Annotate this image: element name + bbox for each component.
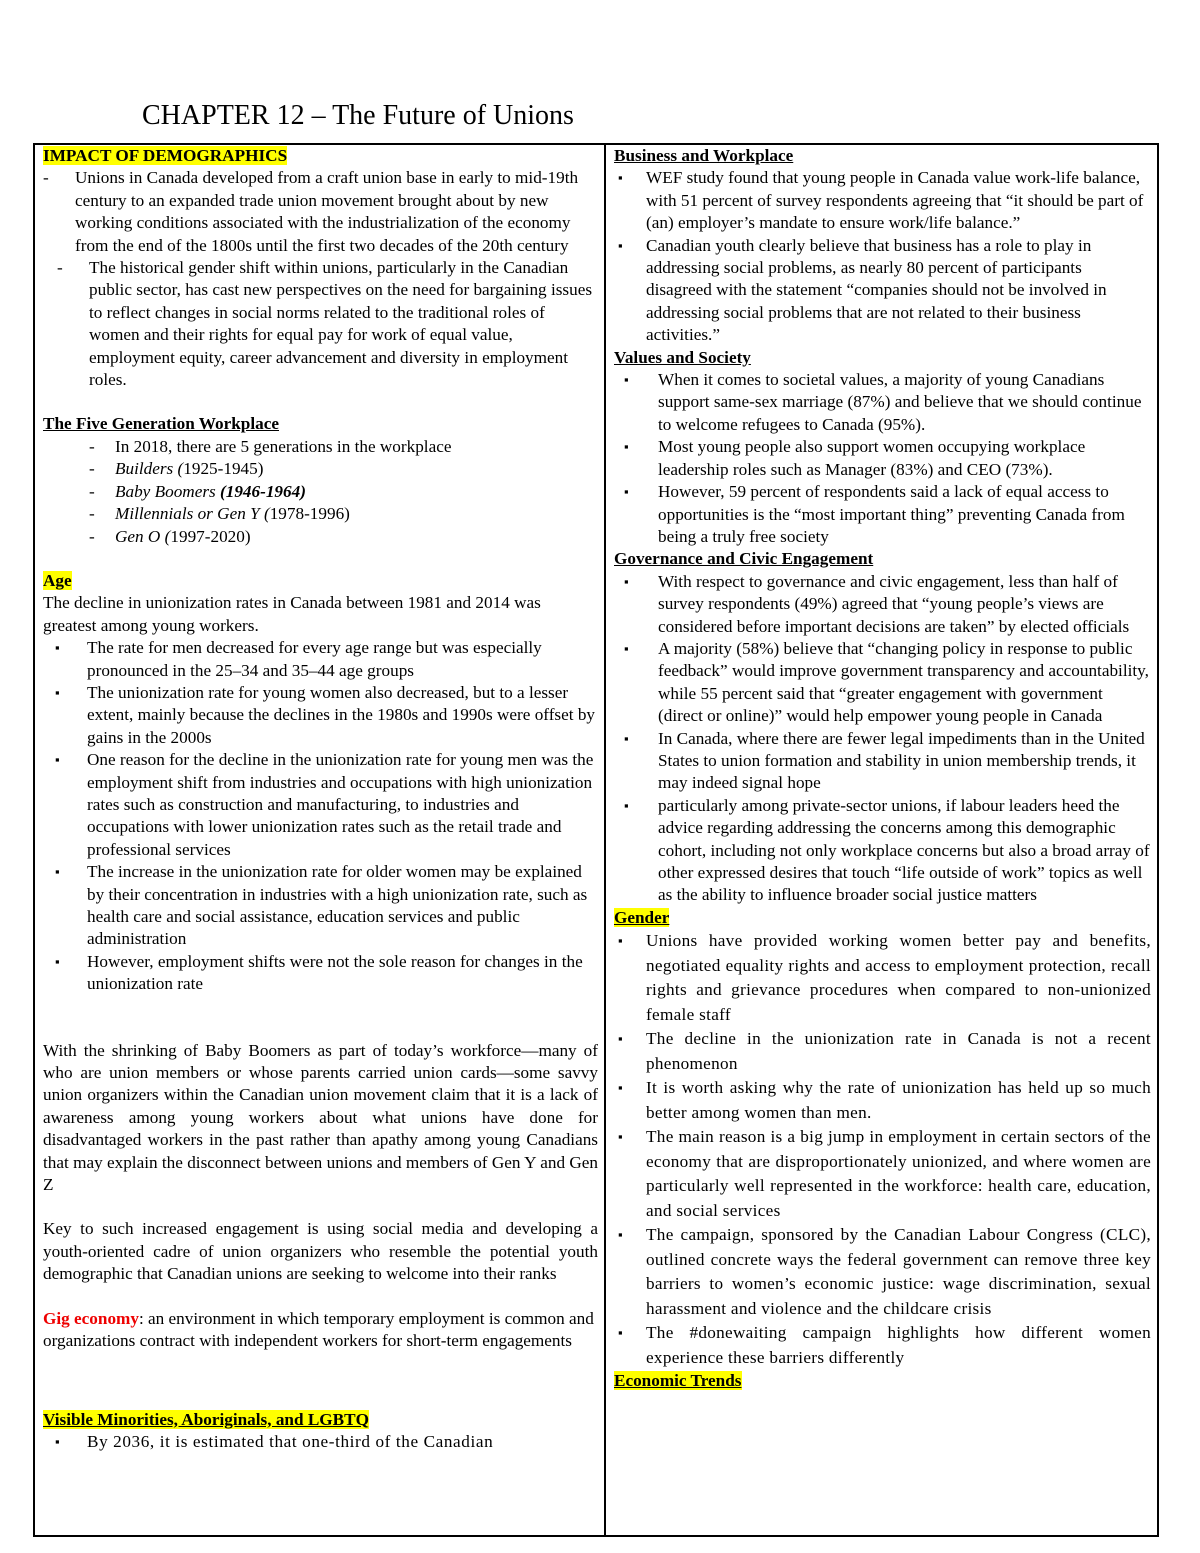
list-item: ▪ Unions have provided working women better pay and benefits, negotiated equality rights and access to employment protection, recall rights and grievance procedures when compared to non-unionized female staff xyxy=(614,929,1151,1027)
paragraph-engagement: Key to such increased engagement is using social media and developing a youth-oriented cadre of union organizers who resemble the potential youth demographic that Canadian unions are seeking to welcome into their ranks xyxy=(43,1219,598,1284)
demographics-list xyxy=(43,167,598,257)
list-item: ▪ With respect to governance and civic engagement, less than half of survey respondents (49%) agreed that “young people’s views are considered before important decisions are taken” by elected officials xyxy=(614,571,1151,638)
notes-table xyxy=(33,143,1159,1537)
list-item: ▪ The decline in the unionization rate in Canada is not a recent phenomenon xyxy=(614,1027,1151,1076)
list-item: ▪ WEF study found that young people in Canada value work-life balance, with 51 percent of survey respondents agreeing that “it should be part of (an) employer’s mandate to ensure work/life balance.” xyxy=(614,167,1151,234)
list-item: ▪ Most young people also support women occupying workplace leadership roles such as Manager (83%) and CEO (73%). xyxy=(614,436,1151,481)
list-item: - In 2018, there are 5 generations in the workplace xyxy=(43,436,598,458)
values-list xyxy=(614,369,1151,548)
five-gen-heading: The Five Generation Workplace xyxy=(43,414,279,434)
list-item: - The historical gender shift within unions, particularly in the Canadian public sector, has cast new perspectives on the need for bargaining issues to reflect changes in social norms related to the traditional roles of women and their rights for equal pay for work of equal value, employment equity, career advancement and diversity in employment roles. xyxy=(43,257,598,391)
list-item: - Gen O (1997-2020) xyxy=(43,526,598,548)
age-list xyxy=(43,637,598,996)
list-item: ▪ One reason for the decline in the unionization rate for young men was the employment shift from industries and occupations with high unionization rates such as construction and manufacturing, to industries and occupations with lower unionization rates such as the retail trade and professional services xyxy=(43,749,598,861)
business-list xyxy=(614,167,1151,346)
gig-economy-term: Gig economy xyxy=(43,1308,139,1328)
values-heading: Values and Society xyxy=(614,347,751,367)
governance-list xyxy=(614,571,1151,907)
list-item: ▪ However, employment shifts were not the sole reason for changes in the unionization rate xyxy=(43,951,598,996)
list-item: ▪ The increase in the unionization rate for older women may be explained by their concentration in industries with a high unionization rate, such as health care and social assistance, education services and public administration xyxy=(43,861,598,951)
list-item: - Builders (1925-1945) xyxy=(43,458,598,480)
list-item: - Unions in Canada developed from a craft union base in early to mid-19th century to an expanded trade union movement brought about by new working conditions associated with the industrialization of the economy from the end of the 1800s until the first two decades of the 20th century xyxy=(43,167,598,257)
page-title: CHAPTER 12 – The Future of Unions xyxy=(142,100,574,131)
economic-trends-heading: Economic Trends xyxy=(614,1371,742,1391)
list-item: ▪ The #donewaiting campaign highlights how different women experience these barriers differently xyxy=(614,1321,1151,1370)
gender-heading: Gender xyxy=(614,907,670,927)
business-heading: Business and Workplace xyxy=(614,146,794,165)
list-item: ▪ Canadian youth clearly believe that business has a role to play in addressing social problems, as nearly 80 percent of participants disagreed with the statement “companies should not be involved in addressing social problems that are not related to their business activities.” xyxy=(614,235,1151,347)
list-item: ▪ In Canada, where there are fewer legal impediments than in the United States to union formation and stability in union membership trends, it may indeed signal hope xyxy=(614,728,1151,795)
gender-list xyxy=(614,929,1151,1370)
minorities-list xyxy=(43,1431,598,1453)
list-item: ▪ It is worth asking why the rate of unionization has held up so much better among women than men. xyxy=(614,1076,1151,1125)
list-item: ▪ particularly among private-sector unions, if labour leaders heed the advice regarding addressing the concerns among this demographic cohort, including not only workplace concerns but also a broad array of other expressed desires that touch “life outside of work” topics as well as the ability to influence broader social justice matters xyxy=(614,795,1151,907)
paragraph-baby-boomers: With the shrinking of Baby Boomers as part of today’s workforce—many of who are union members or whose parents carried union cards—some savvy union organizers within the Canadian union movement claim that it is a lack of awareness among young workers about what unions have done for disadvantaged workers in the past rather than apathy among young Canadians that may explain the disconnect between unions and members of Gen Y and Gen Z xyxy=(43,1040,598,1195)
minorities-heading: Visible Minorities, Aboriginals, and LGBTQ xyxy=(43,1409,369,1429)
gig-economy-definition: Gig economy: an environment in which temporary employment is common and organizations contract with independent workers for short-term engagements xyxy=(43,1308,594,1351)
demographics-list-2 xyxy=(43,257,598,391)
list-item: ▪ The main reason is a big jump in employment in certain sectors of the economy that are disproportionately unionized, and where women are particularly well represented in the workforce: health care, education, and social services xyxy=(614,1125,1151,1223)
age-heading: Age xyxy=(43,570,72,590)
list-item: - Millennials or Gen Y (1978-1996) xyxy=(43,503,598,525)
list-item: - Baby Boomers (1946-1964) xyxy=(43,481,598,503)
list-item: ▪ A majority (58%) believe that “changing policy in response to public feedback” would improve government transparency and accountability, while 55 percent said that “greater engagement with government (direct or online)” would help empower young people in Canada xyxy=(614,638,1151,728)
list-item: ▪ The unionization rate for young women also decreased, but to a lesser extent, mainly because the declines in the 1980s and 1990s were offset by gains in the 2000s xyxy=(43,682,598,749)
list-item: ▪ When it comes to societal values, a majority of young Canadians support same-sex marriage (87%) and believe that we should continue to welcome refugees to Canada (95%). xyxy=(614,369,1151,436)
list-item: ▪ By 2036, it is estimated that one-third of the Canadian xyxy=(43,1431,598,1453)
list-item: ▪ However, 59 percent of respondents said a lack of equal access to opportunities is the “most important thing” preventing Canada from being a truly free society xyxy=(614,481,1151,548)
list-item: ▪ The rate for men decreased for every age range but was especially pronounced in the 25–34 and 35–44 age groups xyxy=(43,637,598,682)
left-column xyxy=(35,145,606,1535)
demographics-heading: IMPACT OF DEMOGRAPHICS xyxy=(43,146,288,165)
age-intro: The decline in unionization rates in Canada between 1981 and 2014 was greatest among young workers. xyxy=(43,593,541,635)
governance-heading: Governance and Civic Engagement xyxy=(614,549,874,569)
generations-list xyxy=(43,436,598,548)
right-column xyxy=(606,145,1157,1535)
list-item: ▪ The campaign, sponsored by the Canadian Labour Congress (CLC), outlined concrete ways the federal government can remove three key barriers to women’s economic justice: wage discrimination, sexual harassment and violence and the childcare crisis xyxy=(614,1223,1151,1321)
